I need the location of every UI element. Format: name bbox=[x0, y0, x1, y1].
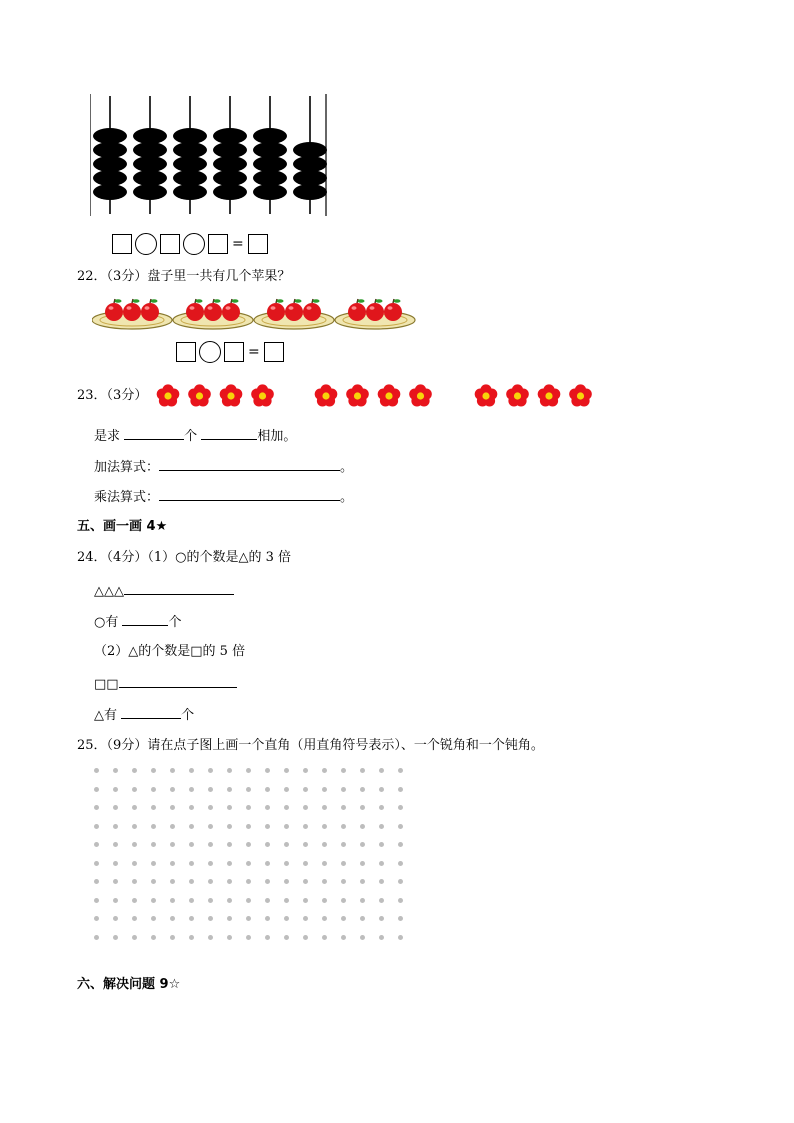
abacus-rod bbox=[293, 96, 327, 214]
grid-dot[interactable] bbox=[303, 898, 308, 903]
abacus-bead bbox=[293, 170, 327, 186]
grid-dot[interactable] bbox=[398, 879, 403, 884]
q24-circle-count-line: ○有 个 bbox=[94, 612, 182, 632]
q23-blank-1[interactable] bbox=[124, 426, 184, 440]
grid-dot[interactable] bbox=[113, 787, 118, 792]
abacus-bead bbox=[133, 156, 167, 172]
grid-dot[interactable] bbox=[341, 768, 346, 773]
answer-box[interactable] bbox=[160, 234, 180, 254]
grid-dot[interactable] bbox=[265, 879, 270, 884]
grid-dot[interactable] bbox=[94, 805, 99, 810]
flower-icon bbox=[220, 384, 243, 406]
abacus-bead bbox=[253, 184, 287, 200]
grid-dot[interactable] bbox=[265, 861, 270, 866]
grid-dot[interactable] bbox=[303, 768, 308, 773]
apple-icon bbox=[285, 299, 303, 321]
grid-dot[interactable] bbox=[265, 916, 270, 921]
grid-dot[interactable] bbox=[398, 842, 403, 847]
grid-dot[interactable] bbox=[322, 842, 327, 847]
grid-dot[interactable] bbox=[113, 898, 118, 903]
grid-dot[interactable] bbox=[208, 805, 213, 810]
apple-plate bbox=[92, 299, 172, 329]
abacus-bead bbox=[93, 128, 127, 144]
triangle-count-blank[interactable] bbox=[121, 705, 181, 719]
grid-dot[interactable] bbox=[246, 879, 251, 884]
apple-plate bbox=[254, 299, 334, 329]
q25-text: 请在点子图上画一个直角（用直角符号表示）、一个锐角和一个钝角。 bbox=[147, 738, 544, 753]
grid-dot[interactable] bbox=[284, 935, 289, 940]
grid-dot[interactable] bbox=[132, 916, 137, 921]
q24-part2: （2）△的个数是□的 5 倍 bbox=[94, 644, 246, 659]
grid-dot[interactable] bbox=[341, 861, 346, 866]
apple-icon bbox=[384, 299, 402, 321]
apple-icon bbox=[141, 299, 159, 321]
grid-dot[interactable] bbox=[398, 861, 403, 866]
grid-dot[interactable] bbox=[189, 842, 194, 847]
grid-dot[interactable] bbox=[189, 898, 194, 903]
grid-dot[interactable] bbox=[151, 861, 156, 866]
q24-triangle-count-line: △有 个 bbox=[94, 705, 194, 725]
apple-icon bbox=[123, 299, 141, 321]
grid-dot[interactable] bbox=[284, 898, 289, 903]
abacus-bead bbox=[293, 184, 327, 200]
abacus-expression bbox=[112, 233, 268, 255]
grid-dot[interactable] bbox=[132, 787, 137, 792]
grid-dot[interactable] bbox=[379, 805, 384, 810]
grid-dot[interactable] bbox=[246, 768, 251, 773]
grid-dot[interactable] bbox=[360, 824, 365, 829]
grid-dot[interactable] bbox=[170, 916, 175, 921]
q22-expression bbox=[176, 341, 284, 363]
grid-dot[interactable] bbox=[322, 768, 327, 773]
grid-dot[interactable] bbox=[246, 898, 251, 903]
answer-box[interactable] bbox=[264, 342, 284, 362]
grid-dot[interactable] bbox=[322, 861, 327, 866]
grid-dot[interactable] bbox=[170, 898, 175, 903]
grid-dot[interactable] bbox=[132, 842, 137, 847]
abacus-bead bbox=[133, 142, 167, 158]
grid-dot[interactable] bbox=[170, 879, 175, 884]
grid-dot[interactable] bbox=[379, 861, 384, 866]
abacus-bead bbox=[253, 128, 287, 144]
grid-dot[interactable] bbox=[360, 861, 365, 866]
abacus-bead bbox=[93, 156, 127, 172]
grid-dot[interactable] bbox=[170, 935, 175, 940]
grid-dot[interactable] bbox=[265, 824, 270, 829]
grid-dot[interactable] bbox=[322, 898, 327, 903]
grid-dot[interactable] bbox=[113, 824, 118, 829]
grid-dot[interactable] bbox=[341, 842, 346, 847]
grid-dot[interactable] bbox=[113, 805, 118, 810]
abacus-bead bbox=[213, 170, 247, 186]
flower-icon bbox=[157, 384, 180, 406]
grid-dot[interactable] bbox=[94, 768, 99, 773]
grid-dot[interactable] bbox=[170, 861, 175, 866]
grid-dot[interactable] bbox=[303, 916, 308, 921]
grid-dot[interactable] bbox=[322, 879, 327, 884]
grid-dot[interactable] bbox=[189, 879, 194, 884]
apple-icon bbox=[303, 299, 321, 321]
abacus-rod bbox=[173, 96, 207, 214]
grid-dot[interactable] bbox=[151, 824, 156, 829]
apple-icon bbox=[204, 299, 222, 321]
grid-dot[interactable] bbox=[341, 805, 346, 810]
grid-dot[interactable] bbox=[322, 916, 327, 921]
grid-dot[interactable] bbox=[94, 879, 99, 884]
grid-dot[interactable] bbox=[379, 916, 384, 921]
grid-dot[interactable] bbox=[360, 879, 365, 884]
grid-dot[interactable] bbox=[303, 935, 308, 940]
grid-dot[interactable] bbox=[322, 935, 327, 940]
grid-dot[interactable] bbox=[170, 842, 175, 847]
flower-icon bbox=[538, 384, 561, 406]
grid-dot[interactable] bbox=[94, 861, 99, 866]
flower-icon bbox=[569, 384, 592, 406]
grid-dot[interactable] bbox=[341, 787, 346, 792]
grid-dot[interactable] bbox=[265, 935, 270, 940]
q23-question bbox=[77, 387, 147, 405]
abacus-bead bbox=[253, 142, 287, 158]
abacus-bead bbox=[173, 156, 207, 172]
flower-icon bbox=[506, 384, 529, 406]
grid-dot[interactable] bbox=[341, 898, 346, 903]
grid-dot[interactable] bbox=[170, 768, 175, 773]
abacus-rod bbox=[93, 96, 127, 214]
flower-icon bbox=[188, 384, 211, 406]
grid-dot[interactable] bbox=[284, 916, 289, 921]
q22-question bbox=[77, 268, 290, 286]
grid-dot[interactable] bbox=[360, 842, 365, 847]
grid-dot[interactable] bbox=[113, 861, 118, 866]
grid-dot[interactable] bbox=[265, 768, 270, 773]
grid-dot[interactable] bbox=[132, 824, 137, 829]
q23-line1: 是求 个 相加。 bbox=[94, 426, 296, 446]
grid-dot[interactable] bbox=[398, 916, 403, 921]
grid-dot[interactable] bbox=[113, 842, 118, 847]
q23-number: 23． bbox=[77, 388, 107, 403]
circle-count-blank[interactable] bbox=[122, 612, 168, 626]
grid-dot[interactable] bbox=[151, 916, 156, 921]
grid-dot[interactable] bbox=[303, 824, 308, 829]
grid-dot[interactable] bbox=[360, 916, 365, 921]
grid-dot[interactable] bbox=[379, 768, 384, 773]
grid-dot[interactable] bbox=[132, 768, 137, 773]
grid-dot[interactable] bbox=[227, 824, 232, 829]
apple-icon bbox=[186, 299, 204, 321]
q23-score: （3分） bbox=[106, 388, 148, 403]
equals-sign: = bbox=[232, 236, 244, 252]
grid-dot[interactable] bbox=[208, 824, 213, 829]
grid-dot[interactable] bbox=[189, 861, 194, 866]
grid-dot[interactable] bbox=[265, 787, 270, 792]
answer-box[interactable] bbox=[224, 342, 244, 362]
grid-dot[interactable] bbox=[113, 935, 118, 940]
grid-dot[interactable] bbox=[322, 824, 327, 829]
grid-dot[interactable] bbox=[360, 805, 365, 810]
grid-dot[interactable] bbox=[132, 861, 137, 866]
flower-icon bbox=[346, 384, 369, 406]
answer-box[interactable] bbox=[112, 234, 132, 254]
abacus-bead bbox=[173, 170, 207, 186]
grid-dot[interactable] bbox=[360, 898, 365, 903]
grid-dot[interactable] bbox=[151, 935, 156, 940]
grid-dot[interactable] bbox=[189, 824, 194, 829]
q25-question: 25．（9分）请在点子图上画一个直角（用直角符号表示）、一个锐角和一个钝角。 bbox=[77, 738, 544, 753]
q22-score: （3分） bbox=[106, 269, 148, 284]
grid-dot[interactable] bbox=[265, 842, 270, 847]
flower-icon bbox=[475, 384, 498, 406]
grid-dot[interactable] bbox=[227, 935, 232, 940]
grid-dot[interactable] bbox=[398, 935, 403, 940]
grid-dot[interactable] bbox=[94, 842, 99, 847]
q24-question: 24．（4分）（1）○的个数是△的 3 倍 bbox=[77, 550, 291, 565]
apple-plates-image bbox=[92, 296, 417, 332]
grid-dot[interactable] bbox=[227, 842, 232, 847]
operator-circle[interactable] bbox=[183, 233, 205, 255]
abacus-bead bbox=[133, 184, 167, 200]
section-6-title: 六、解决问题 9☆ bbox=[77, 977, 181, 992]
abacus-bead bbox=[133, 128, 167, 144]
abacus-bead bbox=[173, 142, 207, 158]
grid-dot[interactable] bbox=[246, 842, 251, 847]
grid-dot[interactable] bbox=[398, 898, 403, 903]
grid-dot[interactable] bbox=[94, 898, 99, 903]
squares-draw-blank[interactable] bbox=[119, 674, 237, 688]
grid-dot[interactable] bbox=[322, 805, 327, 810]
grid-dot[interactable] bbox=[246, 861, 251, 866]
abacus-rod bbox=[213, 96, 247, 214]
grid-dot[interactable] bbox=[246, 916, 251, 921]
apple-icon bbox=[105, 299, 123, 321]
apple-icon bbox=[348, 299, 366, 321]
abacus-rod bbox=[253, 96, 287, 214]
grid-dot[interactable] bbox=[189, 916, 194, 921]
grid-dot[interactable] bbox=[94, 824, 99, 829]
grid-dot[interactable] bbox=[284, 861, 289, 866]
equals-sign: = bbox=[248, 344, 260, 360]
grid-dot[interactable] bbox=[132, 898, 137, 903]
flower-icon bbox=[378, 384, 401, 406]
grid-dot[interactable] bbox=[227, 768, 232, 773]
abacus-bead bbox=[213, 156, 247, 172]
grid-dot[interactable] bbox=[398, 787, 403, 792]
abacus-bead bbox=[253, 170, 287, 186]
dot-grid[interactable] bbox=[94, 768, 414, 940]
grid-dot[interactable] bbox=[208, 861, 213, 866]
abacus-bead bbox=[293, 142, 327, 158]
apple-icon bbox=[222, 299, 240, 321]
grid-dot[interactable] bbox=[208, 879, 213, 884]
flower-icon bbox=[409, 384, 432, 406]
multiplication-blank[interactable] bbox=[159, 487, 340, 501]
grid-dot[interactable] bbox=[227, 916, 232, 921]
section-5-title: 五、画一画 4★ bbox=[77, 519, 168, 534]
grid-dot[interactable] bbox=[208, 787, 213, 792]
grid-dot[interactable] bbox=[303, 805, 308, 810]
grid-dot[interactable] bbox=[379, 787, 384, 792]
grid-dot[interactable] bbox=[94, 787, 99, 792]
grid-dot[interactable] bbox=[132, 805, 137, 810]
flowers-image bbox=[154, 382, 594, 410]
grid-dot[interactable] bbox=[246, 787, 251, 792]
grid-dot[interactable] bbox=[227, 787, 232, 792]
q22-number: 22． bbox=[77, 269, 107, 284]
grid-dot[interactable] bbox=[379, 879, 384, 884]
grid-dot[interactable] bbox=[227, 898, 232, 903]
grid-dot[interactable] bbox=[322, 787, 327, 792]
grid-dot[interactable] bbox=[189, 805, 194, 810]
grid-dot[interactable] bbox=[284, 842, 289, 847]
q24-squares-line: □□ bbox=[94, 674, 237, 694]
abacus-bead bbox=[213, 142, 247, 158]
abacus-bead bbox=[93, 142, 127, 158]
grid-dot[interactable] bbox=[151, 898, 156, 903]
abacus-bead bbox=[213, 184, 247, 200]
grid-dot[interactable] bbox=[113, 879, 118, 884]
grid-dot[interactable] bbox=[227, 805, 232, 810]
grid-dot[interactable] bbox=[246, 824, 251, 829]
addition-blank[interactable] bbox=[159, 457, 340, 471]
grid-dot[interactable] bbox=[227, 879, 232, 884]
grid-dot[interactable] bbox=[360, 768, 365, 773]
grid-dot[interactable] bbox=[113, 768, 118, 773]
grid-dot[interactable] bbox=[151, 805, 156, 810]
grid-dot[interactable] bbox=[341, 879, 346, 884]
grid-dot[interactable] bbox=[379, 935, 384, 940]
grid-dot[interactable] bbox=[208, 916, 213, 921]
answer-box[interactable] bbox=[208, 234, 228, 254]
abacus-bead bbox=[93, 184, 127, 200]
grid-dot[interactable] bbox=[208, 842, 213, 847]
abacus-image bbox=[90, 94, 330, 216]
operator-circle[interactable] bbox=[199, 341, 221, 363]
grid-dot[interactable] bbox=[170, 805, 175, 810]
grid-dot[interactable] bbox=[379, 898, 384, 903]
apple-icon bbox=[366, 299, 384, 321]
grid-dot[interactable] bbox=[303, 842, 308, 847]
grid-dot[interactable] bbox=[303, 787, 308, 792]
grid-dot[interactable] bbox=[284, 787, 289, 792]
flower-icon bbox=[251, 384, 274, 406]
apple-plate bbox=[335, 299, 415, 329]
grid-dot[interactable] bbox=[208, 768, 213, 773]
grid-dot[interactable] bbox=[303, 879, 308, 884]
grid-dot[interactable] bbox=[170, 824, 175, 829]
grid-dot[interactable] bbox=[246, 805, 251, 810]
grid-dot[interactable] bbox=[284, 824, 289, 829]
grid-dot[interactable] bbox=[227, 861, 232, 866]
abacus-bead bbox=[213, 128, 247, 144]
grid-dot[interactable] bbox=[303, 861, 308, 866]
grid-dot[interactable] bbox=[189, 935, 194, 940]
grid-dot[interactable] bbox=[398, 768, 403, 773]
q23-line3: 乘法算式： 。 bbox=[94, 487, 353, 507]
grid-dot[interactable] bbox=[284, 805, 289, 810]
grid-dot[interactable] bbox=[284, 879, 289, 884]
grid-dot[interactable] bbox=[379, 824, 384, 829]
q22-text: 盘子里一共有几个苹果？ bbox=[147, 269, 291, 284]
grid-dot[interactable] bbox=[189, 768, 194, 773]
apple-plate bbox=[173, 299, 253, 329]
q23-line2: 加法算式： 。 bbox=[94, 457, 353, 477]
grid-dot[interactable] bbox=[208, 935, 213, 940]
grid-dot[interactable] bbox=[284, 768, 289, 773]
triangles-draw-blank[interactable] bbox=[124, 581, 234, 595]
grid-dot[interactable] bbox=[208, 898, 213, 903]
grid-dot[interactable] bbox=[360, 935, 365, 940]
grid-dot[interactable] bbox=[265, 805, 270, 810]
grid-dot[interactable] bbox=[132, 935, 137, 940]
grid-dot[interactable] bbox=[113, 916, 118, 921]
answer-box[interactable] bbox=[248, 234, 268, 254]
abacus-bead bbox=[173, 128, 207, 144]
apple-icon bbox=[267, 299, 285, 321]
grid-dot[interactable] bbox=[360, 787, 365, 792]
grid-dot[interactable] bbox=[341, 916, 346, 921]
grid-dot[interactable] bbox=[94, 935, 99, 940]
grid-dot[interactable] bbox=[341, 935, 346, 940]
operator-circle[interactable] bbox=[135, 233, 157, 255]
abacus-bead bbox=[93, 170, 127, 186]
grid-dot[interactable] bbox=[151, 842, 156, 847]
q24-triangles-line: △△△ bbox=[94, 581, 234, 601]
grid-dot[interactable] bbox=[398, 824, 403, 829]
grid-dot[interactable] bbox=[132, 879, 137, 884]
grid-dot[interactable] bbox=[379, 842, 384, 847]
q23-blank-2[interactable] bbox=[201, 426, 257, 440]
grid-dot[interactable] bbox=[341, 824, 346, 829]
abacus-bead bbox=[133, 170, 167, 186]
grid-dot[interactable] bbox=[151, 787, 156, 792]
flower-icon bbox=[315, 384, 338, 406]
grid-dot[interactable] bbox=[189, 787, 194, 792]
grid-dot[interactable] bbox=[398, 805, 403, 810]
grid-dot[interactable] bbox=[265, 898, 270, 903]
abacus-bead bbox=[293, 156, 327, 172]
abacus-bead bbox=[173, 184, 207, 200]
abacus-rod bbox=[133, 96, 167, 214]
q24-part1: （1）○的个数是△的 3 倍 bbox=[147, 550, 291, 565]
grid-dot[interactable] bbox=[151, 879, 156, 884]
grid-dot[interactable] bbox=[94, 916, 99, 921]
answer-box[interactable] bbox=[176, 342, 196, 362]
abacus-bead bbox=[253, 156, 287, 172]
grid-dot[interactable] bbox=[151, 768, 156, 773]
grid-dot[interactable] bbox=[170, 787, 175, 792]
grid-dot[interactable] bbox=[246, 935, 251, 940]
